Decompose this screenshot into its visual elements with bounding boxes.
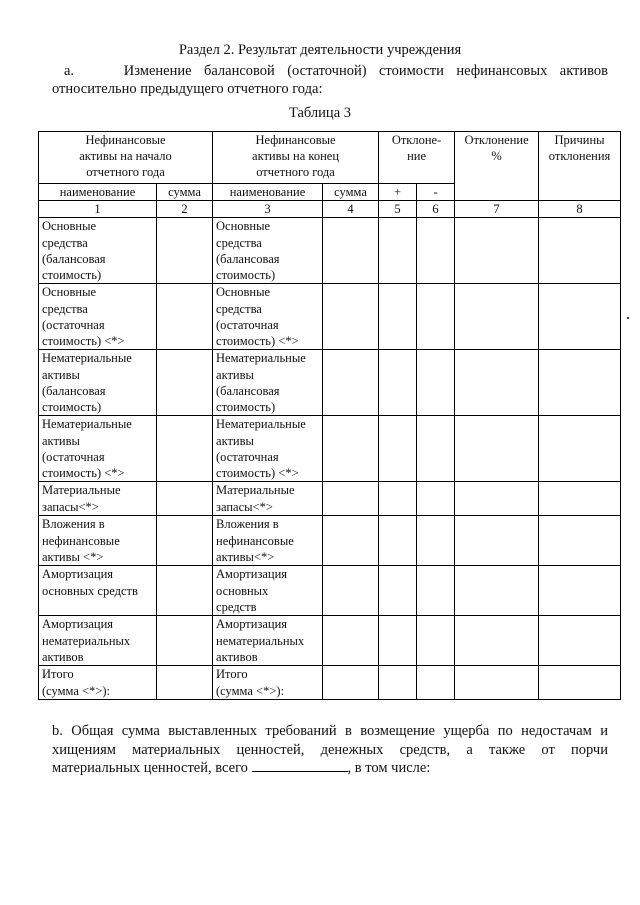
item-b-line3 — [52, 759, 608, 778]
col-number: 1 — [39, 201, 157, 218]
empty-cell — [323, 416, 379, 482]
empty-cell — [323, 616, 379, 666]
empty-cell — [455, 516, 539, 566]
empty-cell — [417, 416, 455, 482]
section-title: Раздел 2. Результат деятельности учреждения — [178, 42, 462, 58]
item-a-text1: Изменение балансовой (остаточной) стоимости нефинансовых активов — [123, 63, 608, 79]
empty-cell — [539, 566, 621, 616]
header-reasons: Причины отклонения — [539, 132, 621, 201]
row-start-name: Вложения в нефинансовые активы <*> — [39, 516, 157, 566]
item-a-line2: относительно предыдущего отчетного года: — [52, 81, 323, 97]
col-number: 8 — [539, 201, 621, 218]
empty-cell — [455, 566, 539, 616]
empty-cell — [157, 416, 213, 482]
item-a-label: a. — [64, 63, 75, 79]
row-end-name: Нематериальные активы (остаточная стоимость) <*> — [213, 416, 323, 482]
empty-cell — [323, 566, 379, 616]
empty-cell — [323, 482, 379, 516]
empty-cell — [455, 482, 539, 516]
item-b-paragraph — [52, 722, 608, 778]
empty-cell — [417, 350, 455, 416]
item-b-line2: хищениям материальных ценностей, денежных средств, а также от порчи — [52, 741, 608, 758]
empty-cell — [157, 616, 213, 666]
row-end-name: Основные средства (остаточная стоимость) <*> — [213, 284, 323, 350]
empty-cell — [323, 516, 379, 566]
header-name-end: наименование — [213, 184, 323, 201]
header-sum-start: сумма — [157, 184, 213, 201]
row-start-name: Нематериальные активы (остаточная стоимость) <*> — [39, 416, 157, 482]
table-row — [39, 566, 621, 616]
row-start-name: Амортизация нематериальных активов — [39, 616, 157, 666]
col-number: 4 — [323, 201, 379, 218]
table-row — [39, 218, 621, 284]
empty-cell — [417, 218, 455, 284]
row-end-name: Вложения в нефинансовые активы<*> — [213, 516, 323, 566]
empty-cell — [323, 666, 379, 700]
empty-cell — [539, 616, 621, 666]
table-row — [39, 350, 621, 416]
scan-artifact-dot — [627, 317, 629, 319]
col-number: 3 — [213, 201, 323, 218]
item-b-line3-post: , в том числе: — [347, 760, 431, 776]
col-number: 5 — [379, 201, 417, 218]
empty-cell — [379, 350, 417, 416]
empty-cell — [379, 482, 417, 516]
empty-cell — [539, 482, 621, 516]
empty-cell — [539, 666, 621, 700]
row-end-name: Амортизация основных средств — [213, 566, 323, 616]
row-start-name: Основные средства (остаточная стоимость) <*> — [39, 284, 157, 350]
row-start-name: Амортизация основных средств — [39, 566, 157, 616]
row-end-name: Основные средства (балансовая стоимость) — [213, 218, 323, 284]
col-number: 6 — [417, 201, 455, 218]
header-minus: - — [417, 184, 455, 201]
empty-cell — [455, 616, 539, 666]
item-a-line1 — [52, 62, 608, 80]
row-start-name: Нематериальные активы (балансовая стоимость) — [39, 350, 157, 416]
col-number: 2 — [157, 201, 213, 218]
empty-cell — [417, 616, 455, 666]
empty-cell — [157, 666, 213, 700]
empty-cell — [455, 218, 539, 284]
table-row — [39, 482, 621, 516]
col-number: 7 — [455, 201, 539, 218]
empty-cell — [157, 566, 213, 616]
empty-cell — [417, 482, 455, 516]
row-end-name: Итого (сумма <*>): — [213, 666, 323, 700]
empty-cell — [323, 350, 379, 416]
row-start-name: Итого (сумма <*>): — [39, 666, 157, 700]
empty-cell — [379, 666, 417, 700]
empty-cell — [323, 284, 379, 350]
empty-cell — [417, 566, 455, 616]
empty-cell — [417, 284, 455, 350]
empty-cell — [157, 350, 213, 416]
empty-cell — [379, 284, 417, 350]
item-b-line1: b. Общая сумма выставленных требований в возмещение ущерба по недостачам и — [52, 723, 608, 739]
header-sum-end: сумма — [323, 184, 379, 201]
header-deviation-pct: Отклонение % — [455, 132, 539, 201]
row-end-name: Материальные запасы<*> — [213, 482, 323, 516]
empty-cell — [157, 218, 213, 284]
item-a-paragraph — [52, 62, 608, 98]
table-row — [39, 284, 621, 350]
empty-cell — [539, 284, 621, 350]
row-end-name: Амортизация нематериальных активов — [213, 616, 323, 666]
empty-cell — [539, 416, 621, 482]
empty-cell — [417, 516, 455, 566]
empty-cell — [539, 350, 621, 416]
empty-cell — [539, 218, 621, 284]
header-plus: + — [379, 184, 417, 201]
table-row — [39, 616, 621, 666]
header-name-start: наименование — [39, 184, 157, 201]
empty-cell — [455, 416, 539, 482]
table-caption: Таблица 3 — [288, 105, 351, 121]
empty-cell — [379, 218, 417, 284]
empty-cell — [157, 482, 213, 516]
table-row — [39, 416, 621, 482]
empty-cell — [379, 616, 417, 666]
header-end: Нефинансовые активы на конец отчетного года — [213, 132, 379, 184]
row-start-name: Материальные запасы<*> — [39, 482, 157, 516]
empty-cell — [539, 516, 621, 566]
header-deviation: Отклоне- ние — [379, 132, 455, 184]
empty-cell — [417, 666, 455, 700]
empty-cell — [455, 666, 539, 700]
empty-cell — [379, 516, 417, 566]
row-end-name: Нематериальные активы (балансовая стоимость) — [213, 350, 323, 416]
table-row — [39, 666, 621, 700]
empty-cell — [323, 218, 379, 284]
amount-blank-field[interactable] — [252, 759, 348, 772]
header-start: Нефинансовые активы на начало отчетного года — [39, 132, 213, 184]
empty-cell — [157, 284, 213, 350]
empty-cell — [455, 284, 539, 350]
table-row — [39, 516, 621, 566]
assets-table — [38, 131, 621, 700]
item-b-line3-pre: материальных ценностей, всего — [52, 760, 248, 776]
empty-cell — [379, 566, 417, 616]
empty-cell — [455, 350, 539, 416]
empty-cell — [157, 516, 213, 566]
empty-cell — [379, 416, 417, 482]
row-start-name: Основные средства (балансовая стоимость) — [39, 218, 157, 284]
